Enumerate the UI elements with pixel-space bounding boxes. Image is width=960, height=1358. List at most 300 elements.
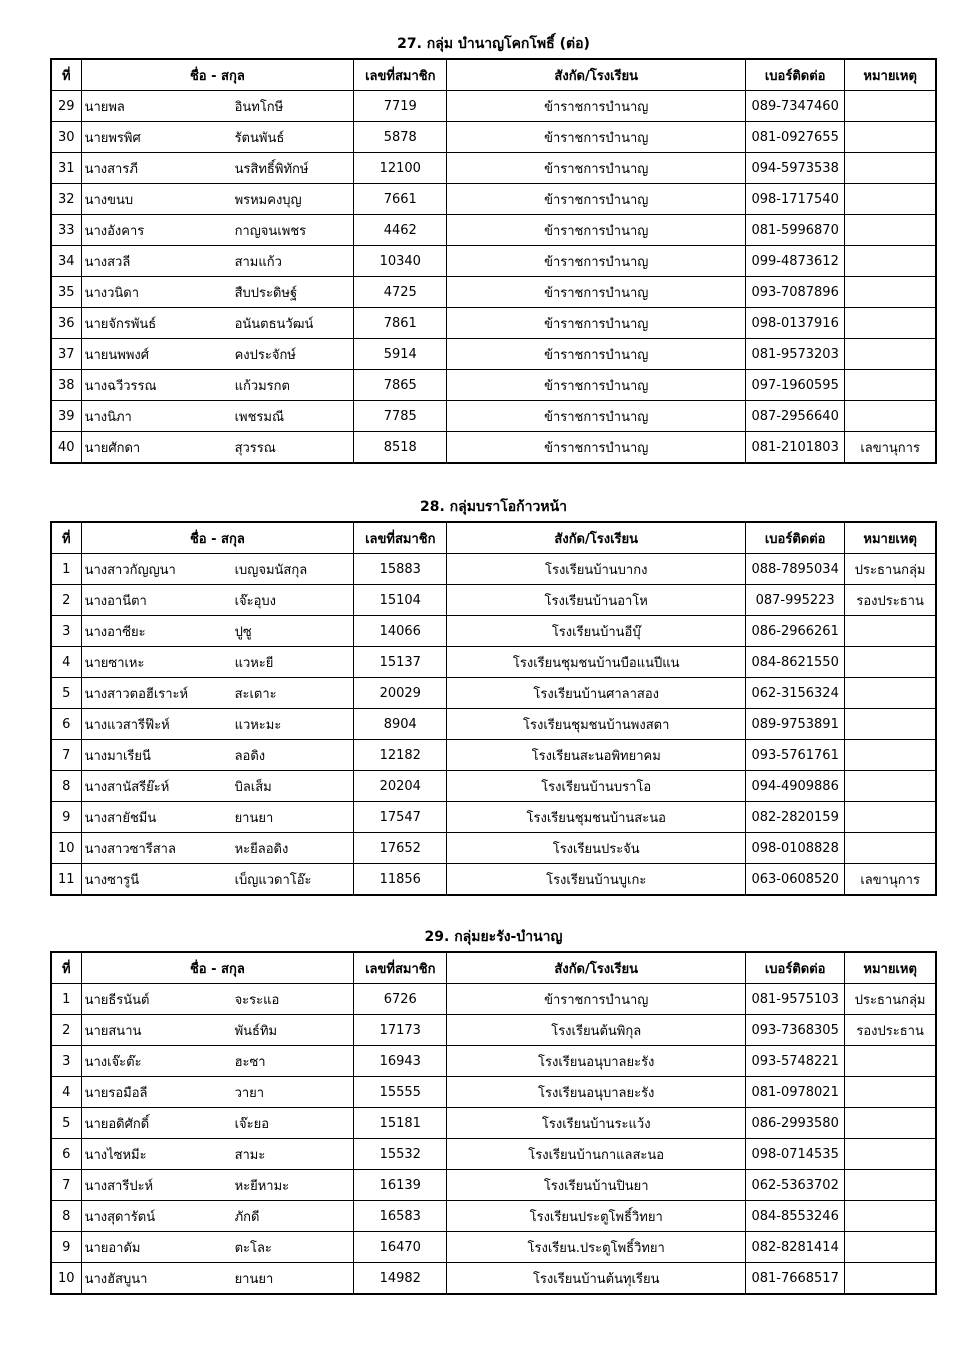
affiliation-cell: โรงเรียนชุมชนบ้านสะนอ [447, 802, 746, 833]
member-id-cell: 8904 [354, 709, 447, 740]
note-cell: ประธานกลุ่ม [845, 984, 936, 1015]
note-cell [845, 1139, 936, 1170]
column-header-member-id: เลขที่สมาชิก [354, 952, 447, 984]
name-cell [81, 984, 354, 1015]
phone-cell: 081-2101803 [746, 432, 845, 464]
affiliation-cell: โรงเรียนอนุบาลยะรัง [447, 1046, 746, 1077]
column-header-phone: เบอร์ติดต่อ [746, 59, 845, 91]
group-title: 29. กลุ่มยะรัง-บำนาญ [424, 929, 563, 945]
affiliation-cell: โรงเรียนบ้านต้นทุเรียน [447, 1263, 746, 1295]
row-number-cell: 4 [51, 1077, 81, 1108]
note-cell [845, 122, 936, 153]
first-name: นางขนบ [84, 192, 134, 208]
table-row [51, 740, 936, 771]
phone-cell: 082-8281414 [746, 1232, 845, 1263]
affiliation-cell: โรงเรียนชุมชนบ้านพงสตา [447, 709, 746, 740]
name-cell [81, 1263, 354, 1295]
first-name: นายธีรนันต์ [84, 992, 150, 1008]
member-id-cell: 7719 [354, 91, 447, 122]
column-header-affiliation: สังกัด/โรงเรียน [447, 522, 746, 554]
phone-cell: 093-7087896 [746, 277, 845, 308]
first-name: นางอังคาร [84, 223, 145, 239]
note-cell [845, 1170, 936, 1201]
member-id-cell: 5878 [354, 122, 447, 153]
row-number-cell: 30 [51, 122, 81, 153]
affiliation-cell: ข้าราชการบำนาญ [447, 984, 746, 1015]
note-cell [845, 802, 936, 833]
affiliation-cell: โรงเรียนบ้านปินยา [447, 1170, 746, 1201]
last-name: กาญจนเพชร [234, 223, 307, 239]
first-name: นางฉวีวรรณ [84, 378, 157, 394]
table-row [51, 91, 936, 122]
first-name: นางไซหมีะ [84, 1147, 147, 1163]
member-id-cell: 17547 [354, 802, 447, 833]
column-header-affiliation: สังกัด/โรงเรียน [447, 59, 746, 91]
phone-cell: 063-0608520 [746, 864, 845, 896]
table-row [51, 771, 936, 802]
affiliation-cell: โรงเรียนบ้านอาโห [447, 585, 746, 616]
first-name: นายพรพิศ [84, 130, 141, 146]
table-row [51, 802, 936, 833]
name-cell [81, 678, 354, 709]
note-cell [845, 339, 936, 370]
phone-cell: 084-8621550 [746, 647, 845, 678]
last-name: ยานยา [234, 1271, 274, 1287]
member-id-cell: 15104 [354, 585, 447, 616]
column-header-name: ชื่อ - สกุล [81, 522, 354, 554]
note-cell [845, 833, 936, 864]
affiliation-cell: โรงเรียนบ้านบูเกะ [447, 864, 746, 896]
row-number-cell: 34 [51, 246, 81, 277]
last-name: สืบประดิษฐ์ [234, 285, 298, 301]
note-cell [845, 215, 936, 246]
note-cell: เลขานุการ [845, 432, 936, 464]
name-cell [81, 215, 354, 246]
row-number-cell: 8 [51, 771, 81, 802]
last-name: เจ๊ะอุบง [234, 593, 277, 609]
phone-cell: 084-8553246 [746, 1201, 845, 1232]
column-header-phone: เบอร์ติดต่อ [746, 952, 845, 984]
name-cell [81, 153, 354, 184]
phone-cell: 086-2993580 [746, 1108, 845, 1139]
member-id-cell: 20029 [354, 678, 447, 709]
row-number-cell: 2 [51, 585, 81, 616]
last-name: คงประจักษ์ [234, 347, 296, 363]
table-row [51, 339, 936, 370]
member-table [50, 58, 937, 464]
last-name: สามะ [234, 1147, 266, 1163]
note-cell [845, 1201, 936, 1232]
last-name: เบญจมนัสกุล [234, 562, 308, 578]
last-name: อินทโกษี [234, 99, 284, 115]
affiliation-cell: โรงเรียนอนุบาลยะรัง [447, 1077, 746, 1108]
note-cell [845, 709, 936, 740]
member-id-cell: 16139 [354, 1170, 447, 1201]
note-cell: รองประธาน [845, 585, 936, 616]
member-id-cell: 15555 [354, 1077, 447, 1108]
first-name: นางสายัชมีน [84, 810, 157, 826]
member-id-cell: 16943 [354, 1046, 447, 1077]
first-name: นางแวสารีฟ๊ะห์ [84, 717, 170, 733]
name-cell [81, 1170, 354, 1201]
note-cell [845, 1046, 936, 1077]
column-header-member-id: เลขที่สมาชิก [354, 59, 447, 91]
table-row [51, 647, 936, 678]
phone-cell: 087-995223 [746, 585, 845, 616]
affiliation-cell: ข้าราชการบำนาญ [447, 432, 746, 464]
note-cell: ประธานกลุ่ม [845, 554, 936, 585]
first-name: นายอาดัม [84, 1240, 141, 1256]
name-cell [81, 370, 354, 401]
row-number-cell: 5 [51, 1108, 81, 1139]
last-name: แวหะมะ [234, 717, 282, 733]
row-number-cell: 9 [51, 802, 81, 833]
first-name: นางสุดารัตน์ [84, 1209, 156, 1225]
note-cell [845, 246, 936, 277]
first-name: นายรอมือลี [84, 1085, 148, 1101]
table-row [51, 308, 936, 339]
table-row [51, 122, 936, 153]
note-cell [845, 184, 936, 215]
table-row [51, 585, 936, 616]
first-name: นางมาเรียนี [84, 748, 151, 764]
name-cell [81, 802, 354, 833]
column-header-phone: เบอร์ติดต่อ [746, 522, 845, 554]
first-name: นางฮัสบูนา [84, 1271, 148, 1287]
table-row [51, 864, 936, 896]
table-row [51, 1077, 936, 1108]
table-row [51, 616, 936, 647]
member-id-cell: 7861 [354, 308, 447, 339]
note-cell: รองประธาน [845, 1015, 936, 1046]
header-row [51, 522, 936, 554]
last-name: อนันตธนวัฒน์ [234, 316, 314, 332]
affiliation-cell: โรงเรียนบ้านระแว้ง [447, 1108, 746, 1139]
header-row [51, 952, 936, 984]
affiliation-cell: ข้าราชการบำนาญ [447, 215, 746, 246]
affiliation-cell: โรงเรียนบ้านอีบุ๊ [447, 616, 746, 647]
name-cell [81, 122, 354, 153]
last-name: ตะโละ [234, 1240, 272, 1256]
name-cell [81, 771, 354, 802]
first-name: นายนพพงศ์ [84, 347, 149, 363]
affiliation-cell: ข้าราชการบำนาญ [447, 91, 746, 122]
phone-cell: 098-0714535 [746, 1139, 845, 1170]
note-cell [845, 678, 936, 709]
table-row [51, 1263, 936, 1295]
name-cell [81, 554, 354, 585]
name-cell [81, 585, 354, 616]
phone-cell: 082-2820159 [746, 802, 845, 833]
last-name: พรหมคงบุญ [234, 192, 302, 208]
member-id-cell: 15883 [354, 554, 447, 585]
last-name: นรสิทธิ์พิทักษ์ [234, 161, 309, 177]
phone-cell: 093-7368305 [746, 1015, 845, 1046]
row-number-cell: 29 [51, 91, 81, 122]
member-id-cell: 4462 [354, 215, 447, 246]
table-row [51, 432, 936, 464]
phone-cell: 094-5973538 [746, 153, 845, 184]
last-name: วายา [234, 1085, 265, 1101]
last-name: บิลเส็ม [234, 779, 272, 795]
member-id-cell: 12100 [354, 153, 447, 184]
first-name: นางสานัสรีย๊ะห์ [84, 779, 170, 795]
first-name: นางวนิดา [84, 285, 140, 301]
member-id-cell: 4725 [354, 277, 447, 308]
affiliation-cell: ข้าราชการบำนาญ [447, 184, 746, 215]
note-cell [845, 370, 936, 401]
member-id-cell: 17652 [354, 833, 447, 864]
first-name: นางอาซียะ [84, 624, 146, 640]
last-name: ฮะซา [234, 1054, 266, 1070]
first-name: นางซารูนี [84, 872, 140, 888]
column-header-no: ที่ [51, 59, 81, 91]
name-cell [81, 277, 354, 308]
affiliation-cell: โรงเรียนบ้านบราโอ [447, 771, 746, 802]
first-name: นางสารีปะห์ [84, 1178, 154, 1194]
member-id-cell: 7865 [354, 370, 447, 401]
note-cell [845, 1077, 936, 1108]
last-name: ยานยา [234, 810, 274, 826]
last-name: สุวรรณ [234, 440, 276, 456]
last-name: แก้วมรกต [234, 378, 290, 394]
name-cell [81, 339, 354, 370]
affiliation-cell: โรงเรียนประจัน [447, 833, 746, 864]
phone-cell: 081-0978021 [746, 1077, 845, 1108]
affiliation-cell: โรงเรียนบ้านศาลาสอง [447, 678, 746, 709]
note-cell [845, 153, 936, 184]
member-id-cell: 6726 [354, 984, 447, 1015]
row-number-cell: 31 [51, 153, 81, 184]
affiliation-cell: โรงเรียนบ้านกาแลสะนอ [447, 1139, 746, 1170]
row-number-cell: 3 [51, 1046, 81, 1077]
row-number-cell: 1 [51, 554, 81, 585]
first-name: นางสาวกัญญนา [84, 562, 176, 578]
phone-cell: 089-9753891 [746, 709, 845, 740]
group-title: 27. กลุ่ม บำนาญโคกโพธิ์ (ต่อ) [397, 36, 590, 52]
affiliation-cell: โรงเรียนประตูโพธิ์วิทยา [447, 1201, 746, 1232]
affiliation-cell: ข้าราชการบำนาญ [447, 370, 746, 401]
row-number-cell: 36 [51, 308, 81, 339]
first-name: นายอดิศักดิ์ [84, 1116, 150, 1132]
affiliation-cell: ข้าราชการบำนาญ [447, 153, 746, 184]
row-number-cell: 1 [51, 984, 81, 1015]
phone-cell: 099-4873612 [746, 246, 845, 277]
column-header-no: ที่ [51, 522, 81, 554]
row-number-cell: 40 [51, 432, 81, 464]
name-cell [81, 184, 354, 215]
column-header-affiliation: สังกัด/โรงเรียน [447, 952, 746, 984]
phone-cell: 081-9573203 [746, 339, 845, 370]
name-cell [81, 740, 354, 771]
phone-cell: 093-5761761 [746, 740, 845, 771]
phone-cell: 088-7895034 [746, 554, 845, 585]
table-row [51, 1015, 936, 1046]
row-number-cell: 37 [51, 339, 81, 370]
member-id-cell: 8518 [354, 432, 447, 464]
phone-cell: 098-1717540 [746, 184, 845, 215]
first-name: นางนิภา [84, 409, 132, 425]
name-cell [81, 1201, 354, 1232]
member-id-cell: 15137 [354, 647, 447, 678]
row-number-cell: 32 [51, 184, 81, 215]
table-row [51, 153, 936, 184]
row-number-cell: 2 [51, 1015, 81, 1046]
column-header-no: ที่ [51, 952, 81, 984]
member-id-cell: 16583 [354, 1201, 447, 1232]
column-header-member-id: เลขที่สมาชิก [354, 522, 447, 554]
name-cell [81, 1015, 354, 1046]
last-name: เพชรมณี [234, 409, 285, 425]
name-cell [81, 1077, 354, 1108]
row-number-cell: 6 [51, 1139, 81, 1170]
table-row [51, 709, 936, 740]
note-cell [845, 91, 936, 122]
affiliation-cell: โรงเรียนบ้านบากง [447, 554, 746, 585]
column-header-name: ชื่อ - สกุล [81, 952, 354, 984]
name-cell [81, 709, 354, 740]
row-number-cell: 8 [51, 1201, 81, 1232]
column-header-note: หมายเหตุ [845, 59, 936, 91]
first-name: นางสาวตอฮีเราะห์ [84, 686, 189, 702]
row-number-cell: 35 [51, 277, 81, 308]
phone-cell: 089-7347460 [746, 91, 845, 122]
phone-cell: 093-5748221 [746, 1046, 845, 1077]
column-header-note: หมายเหตุ [845, 522, 936, 554]
row-number-cell: 7 [51, 1170, 81, 1201]
column-header-note: หมายเหตุ [845, 952, 936, 984]
group-section [50, 497, 937, 896]
member-table [50, 951, 937, 1295]
phone-cell: 087-2956640 [746, 401, 845, 432]
group-section [50, 927, 937, 1295]
table-row [51, 184, 936, 215]
member-id-cell: 5914 [354, 339, 447, 370]
phone-cell: 081-7668517 [746, 1263, 845, 1295]
first-name: นางสาวซารีสาล [84, 841, 176, 857]
phone-cell: 081-9575103 [746, 984, 845, 1015]
note-cell [845, 308, 936, 339]
affiliation-cell: โรงเรียนต้นพิกุล [447, 1015, 746, 1046]
last-name: รัตนพันธ์ [234, 130, 285, 146]
row-number-cell: 7 [51, 740, 81, 771]
phone-cell: 086-2966261 [746, 616, 845, 647]
note-cell [845, 1232, 936, 1263]
affiliation-cell: ข้าราชการบำนาญ [447, 308, 746, 339]
affiliation-cell: ข้าราชการบำนาญ [447, 277, 746, 308]
name-cell [81, 246, 354, 277]
member-id-cell: 15532 [354, 1139, 447, 1170]
last-name: สามแก้ว [234, 254, 282, 270]
table-row [51, 246, 936, 277]
member-id-cell: 14982 [354, 1263, 447, 1295]
row-number-cell: 3 [51, 616, 81, 647]
last-name: เบ็ญแวดาโอ๊ะ [234, 872, 312, 888]
table-row [51, 215, 936, 246]
note-cell [845, 616, 936, 647]
row-number-cell: 39 [51, 401, 81, 432]
member-id-cell: 10340 [354, 246, 447, 277]
first-name: นายสนาน [84, 1023, 142, 1039]
member-id-cell: 15181 [354, 1108, 447, 1139]
phone-cell: 062-5363702 [746, 1170, 845, 1201]
note-cell [845, 401, 936, 432]
member-id-cell: 16470 [354, 1232, 447, 1263]
row-number-cell: 10 [51, 833, 81, 864]
name-cell [81, 864, 354, 896]
table-row [51, 1232, 936, 1263]
first-name: นายพล [84, 99, 125, 115]
phone-cell: 062-3156324 [746, 678, 845, 709]
phone-cell: 097-1960595 [746, 370, 845, 401]
name-cell [81, 1108, 354, 1139]
note-cell [845, 647, 936, 678]
phone-cell: 081-5996870 [746, 215, 845, 246]
member-id-cell: 20204 [354, 771, 447, 802]
last-name: สะเตาะ [234, 686, 277, 702]
affiliation-cell: โรงเรียนชุมชนบ้านบือแนปีแน [447, 647, 746, 678]
name-cell [81, 1139, 354, 1170]
row-number-cell: 11 [51, 864, 81, 896]
member-id-cell: 7661 [354, 184, 447, 215]
last-name: พันธ์ทิม [234, 1023, 278, 1039]
name-cell [81, 401, 354, 432]
group-section [50, 34, 937, 464]
last-name: ปูซู [234, 624, 252, 640]
last-name: เจ๊ะยอ [234, 1116, 270, 1132]
column-header-name: ชื่อ - สกุล [81, 59, 354, 91]
first-name: นายศักดา [84, 440, 141, 456]
affiliation-cell: ข้าราชการบำนาญ [447, 122, 746, 153]
table-row [51, 1170, 936, 1201]
row-number-cell: 9 [51, 1232, 81, 1263]
row-number-cell: 5 [51, 678, 81, 709]
phone-cell: 094-4909886 [746, 771, 845, 802]
table-row [51, 401, 936, 432]
table-row [51, 833, 936, 864]
last-name: หะยีลอดิง [234, 841, 289, 857]
note-cell [845, 1108, 936, 1139]
table-row [51, 1046, 936, 1077]
name-cell [81, 1232, 354, 1263]
table-row [51, 984, 936, 1015]
affiliation-cell: ข้าราชการบำนาญ [447, 339, 746, 370]
table-row [51, 678, 936, 709]
row-number-cell: 10 [51, 1263, 81, 1295]
row-number-cell: 38 [51, 370, 81, 401]
name-cell [81, 432, 354, 464]
member-id-cell: 11856 [354, 864, 447, 896]
first-name: นางสวลี [84, 254, 131, 270]
last-name: ลอดิง [234, 748, 266, 764]
member-id-cell: 7785 [354, 401, 447, 432]
member-id-cell: 17173 [354, 1015, 447, 1046]
first-name: นางสารภี [84, 161, 138, 177]
affiliation-cell: โรงเรียน.ประตูโพธิ์วิทยา [447, 1232, 746, 1263]
first-name: นางเจ๊ะต๊ะ [84, 1054, 142, 1070]
table-row [51, 277, 936, 308]
affiliation-cell: โรงเรียนสะนอพิทยาคม [447, 740, 746, 771]
last-name: แวหะยี [234, 655, 274, 671]
table-row [51, 1108, 936, 1139]
header-row [51, 59, 936, 91]
affiliation-cell: ข้าราชการบำนาญ [447, 401, 746, 432]
row-number-cell: 4 [51, 647, 81, 678]
last-name: หะยีหามะ [234, 1178, 290, 1194]
first-name: นางอานีตา [84, 593, 147, 609]
name-cell [81, 308, 354, 339]
row-number-cell: 33 [51, 215, 81, 246]
